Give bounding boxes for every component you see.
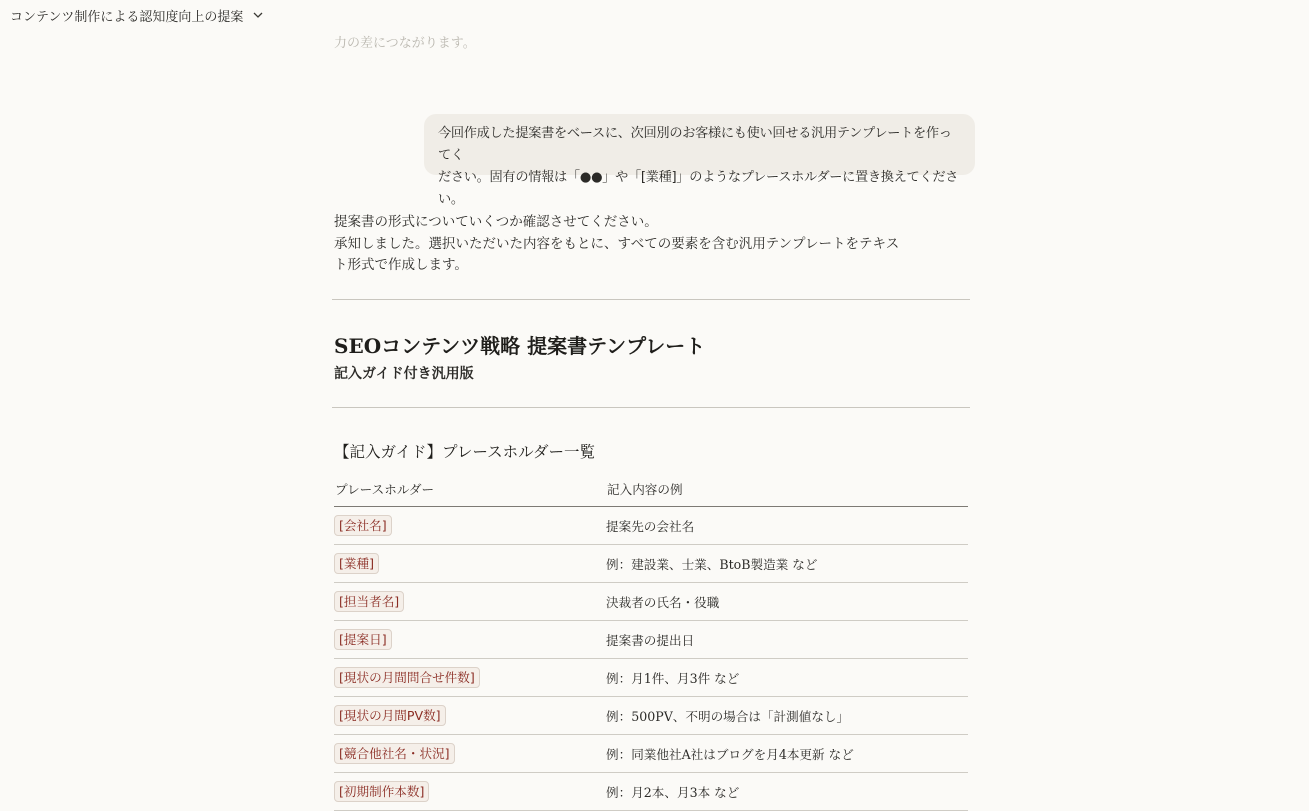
placeholder-cell	[334, 659, 606, 697]
chevron-down-icon	[251, 8, 265, 22]
user-message-bubble	[424, 114, 975, 207]
placeholder-cell	[334, 735, 606, 773]
top-bar	[0, 0, 1309, 30]
document-subtitle: 記入ガイド付き汎用版	[334, 366, 474, 382]
table-row	[334, 773, 968, 811]
assistant-message-line: 承知しました。選択いただいた内容をもとに、すべての要素を含む汎用テンプレートをテキス	[334, 235, 900, 252]
placeholder-code: [業種]	[334, 553, 379, 574]
placeholder-code: [競合他社名・状況]	[334, 743, 455, 764]
assistant-message-line: ト形式で作成します。	[334, 257, 468, 273]
conversation-title-button[interactable]	[10, 6, 265, 25]
assistant-message-line: 提案書の形式についていくつか確認させてください。	[334, 214, 658, 230]
column-header: 記入内容の例	[606, 470, 968, 507]
example-cell: 例：同業他社A社はブログを月4本更新 など	[606, 735, 968, 773]
table-header-row	[334, 470, 968, 507]
placeholder-code: [提案日]	[334, 629, 392, 650]
placeholder-code: [初期制作本数]	[334, 781, 429, 802]
placeholder-cell	[334, 773, 606, 811]
placeholder-code: [担当者名]	[334, 591, 404, 612]
placeholder-cell	[334, 545, 606, 583]
table-row	[334, 545, 968, 583]
example-cell: 提案先の会社名	[606, 507, 968, 545]
example-cell: 例：月1件、月3件 など	[606, 659, 968, 697]
table-row	[334, 583, 968, 621]
placeholder-code: [現状の月間問合せ件数]	[334, 667, 480, 688]
divider	[332, 299, 970, 300]
placeholder-cell	[334, 507, 606, 545]
placeholder-code: [会社名]	[334, 515, 392, 536]
table-row	[334, 735, 968, 773]
placeholder-cell	[334, 621, 606, 659]
conversation-title: コンテンツ制作による認知度向上の提案	[10, 9, 244, 25]
placeholder-table	[334, 470, 968, 811]
example-cell: 提案書の提出日	[606, 621, 968, 659]
placeholder-code: [現状の月間PV数]	[334, 705, 446, 726]
document-title: SEOコンテンツ戦略 提案書テンプレート	[334, 334, 706, 358]
guide-heading: 【記入ガイド】プレースホルダー一覧	[334, 443, 596, 461]
example-cell: 決裁者の氏名・役職	[606, 583, 968, 621]
table-row	[334, 621, 968, 659]
assistant-message	[334, 212, 954, 277]
user-message-line: 今回作成した提案書をベースに、次回別のお客様にも使い回せる汎用テンプレートを作ってく	[438, 126, 952, 163]
placeholder-cell	[334, 697, 606, 735]
divider	[332, 407, 970, 408]
previous-message-fragment: 力の差につながります。	[334, 36, 476, 51]
example-cell: 例：500PV、不明の場合は「計測値なし」	[606, 697, 968, 735]
column-header: プレースホルダー	[334, 470, 606, 507]
table-row	[334, 659, 968, 697]
example-cell: 例：建設業、士業、BtoB製造業 など	[606, 545, 968, 583]
example-cell: 例：月2本、月3本 など	[606, 773, 968, 811]
table-row	[334, 697, 968, 735]
placeholder-cell	[334, 583, 606, 621]
user-message-line: ださい。固有の情報は「●●」や「[業種]」のようなプレースホルダーに置き換えてください。	[438, 170, 959, 207]
table-row	[334, 507, 968, 545]
